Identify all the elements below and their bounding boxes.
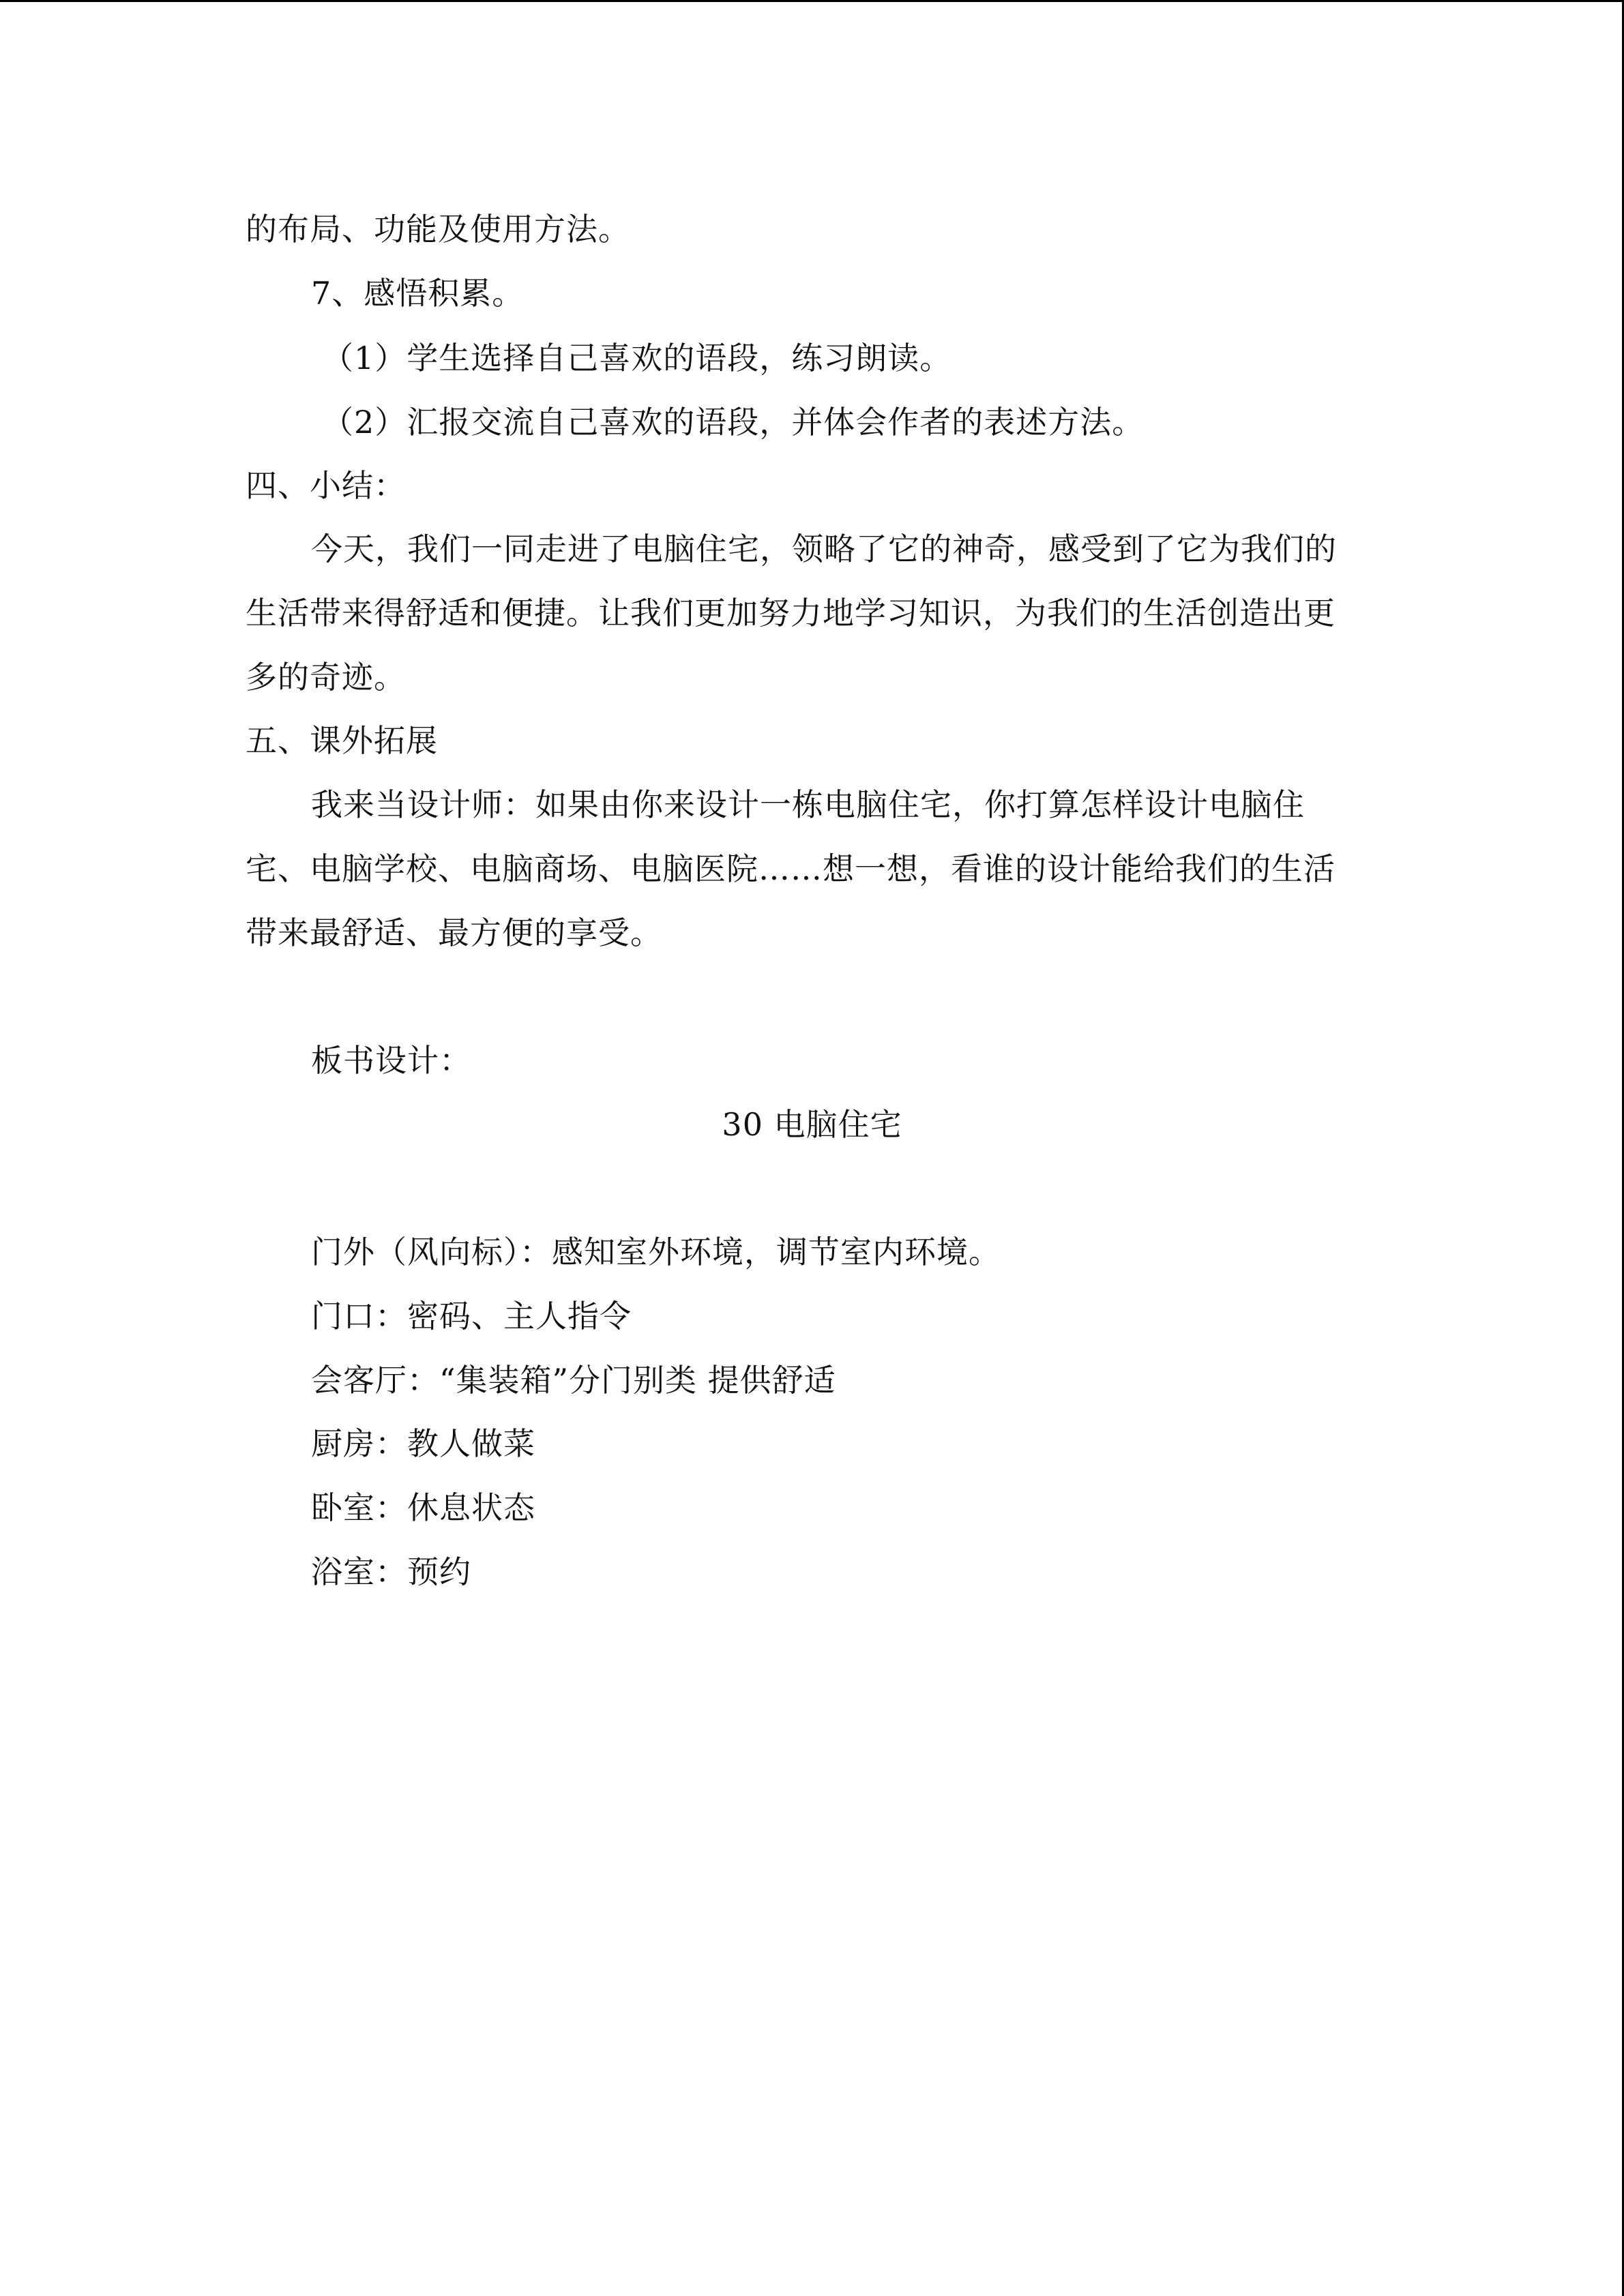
paragraph-line: 今天，我们一同走进了电脑住宅，领略了它的神奇，感受到了它为我们的 xyxy=(311,531,1337,567)
section-heading-extension: 五、课外拓展 xyxy=(246,722,438,759)
paragraph-line: 生活带来得舒适和便捷。让我们更加努力地学习知识，为我们的生活创造出更 xyxy=(246,595,1335,631)
paragraph-line: 多的奇迹。 xyxy=(246,659,406,696)
list-item: （2）汇报交流自己喜欢的语段，并体会作者的表述方法。 xyxy=(322,404,1145,441)
paragraph-line: 的布局、功能及使用方法。 xyxy=(246,211,630,248)
section-step-heading: 7、感悟积累。 xyxy=(311,275,525,312)
board-item: 门外（风向标）：感知室外环境，调节室内环境。 xyxy=(311,1234,1001,1270)
list-item: （1）学生选择自己喜欢的语段，练习朗读。 xyxy=(322,340,952,376)
paragraph-line: 我来当设计师：如果由你来设计一栋电脑住宅，你打算怎样设计电脑住 xyxy=(311,786,1305,823)
board-item: 门口：密码、主人指令 xyxy=(311,1298,632,1335)
paragraph-line: 带来最舒适、最方便的享受。 xyxy=(246,914,662,951)
board-item: 厨房：教人做菜 xyxy=(311,1425,535,1462)
board-item: 会客厅：“集装箱”分门别类 提供舒适 xyxy=(311,1362,836,1399)
board-design-label: 板书设计： xyxy=(311,1042,471,1079)
board-title: 30 电脑住宅 xyxy=(722,1106,902,1143)
section-heading-summary: 四、小结： xyxy=(246,467,406,504)
paragraph-line: 宅、电脑学校、电脑商场、电脑医院……想一想，看谁的设计能给我们的生活 xyxy=(246,850,1335,887)
board-item: 浴室：预约 xyxy=(311,1553,471,1590)
board-item: 卧室：休息状态 xyxy=(311,1489,535,1526)
